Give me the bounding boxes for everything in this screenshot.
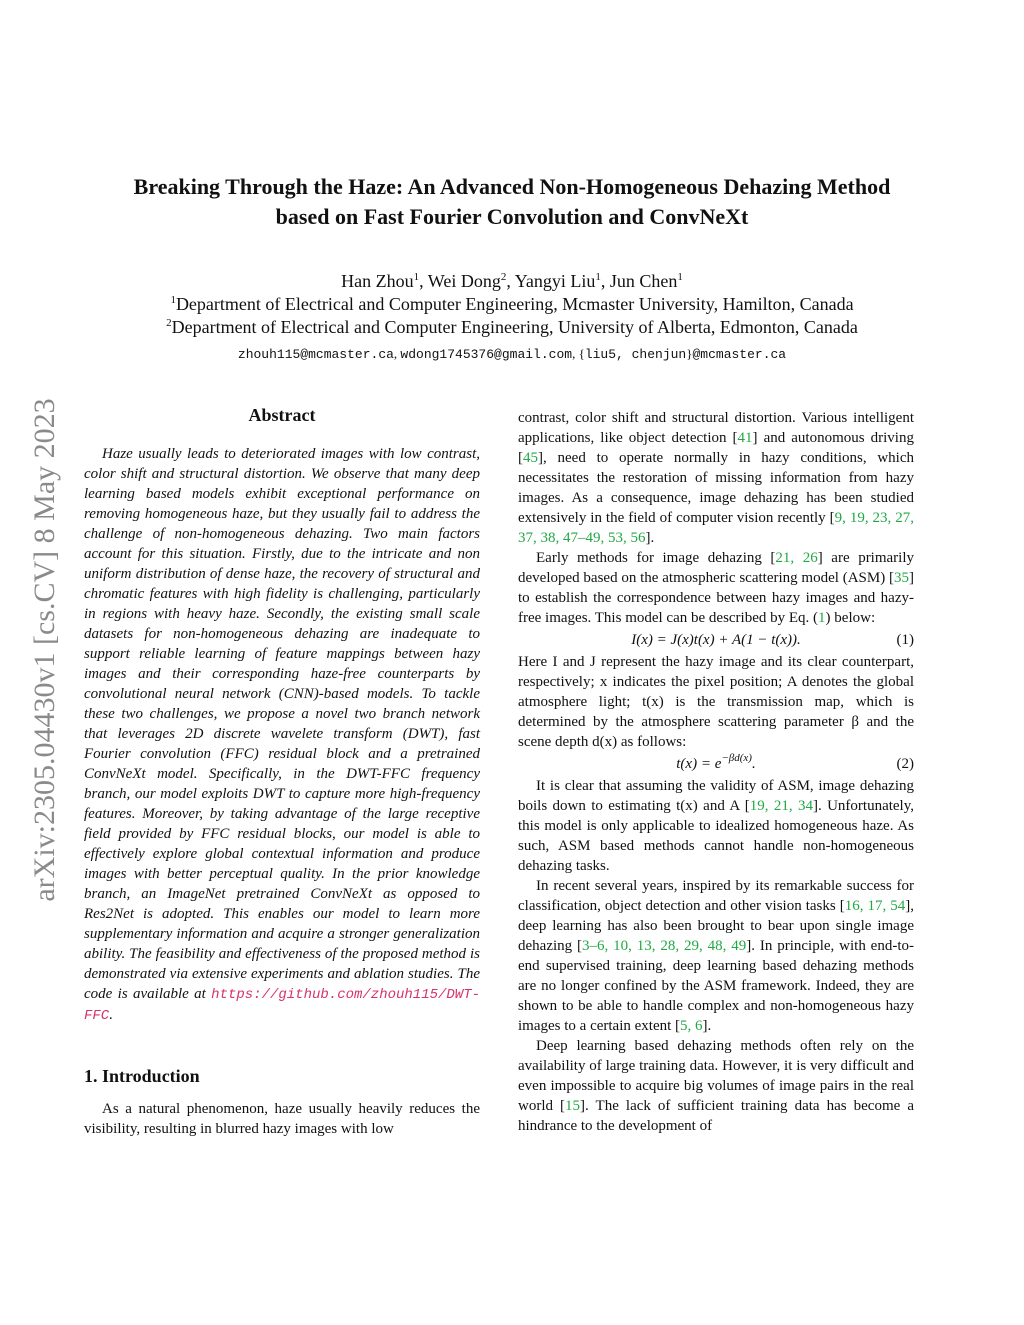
paper-title xyxy=(60,172,964,232)
code-link[interactable]: https://github.com/zhouh115/DWT-FFC xyxy=(84,987,481,1024)
affiliation-mark: 2 xyxy=(500,271,507,283)
equation-text: t(x) = e xyxy=(676,756,722,772)
intro-paragraph-3: Here I and J represent the hazy image and its clear counterpart, respectively; x indicates the pixel position; A denotes the global atmosphere light; t(x) is the transmission map, which is determined by the atmosphere scattering parameter β and the scene depth d(x) as follows: xyxy=(518,654,914,750)
author-name: Wei Dong xyxy=(427,271,501,291)
text-span: In recent several years, inspired by its remarkable success for classification, object detection and other vision tasks [ xyxy=(518,878,914,914)
text-span: ], need to operate normally in hazy conditions, which necessitates the restoration of missing information from hazy images. As a consequence, image dehazing has been studied extensively in the field of computer vision recently [ xyxy=(518,450,914,526)
citation[interactable]: 15 xyxy=(565,1098,581,1114)
citation[interactable]: 41 xyxy=(737,430,753,446)
abstract-end: . xyxy=(109,1007,113,1023)
author-list: Han Zhou$^1$, Wei Dong$^2$, Yangyi Liu$^1$, Jun Chen$^1$ xyxy=(341,271,683,291)
text-span: ]. The lack of sufficient training data has become a hindrance to the development of xyxy=(518,1098,914,1134)
abstract-paragraph xyxy=(84,444,480,1026)
abstract-section xyxy=(84,405,480,1026)
text-span: ] to establish the correspondence between hazy images and hazy-free images. This model can be described by Eq. ( xyxy=(518,570,914,626)
equation-exponent: −βd(x) xyxy=(721,752,752,764)
affiliation-text: Department of Electrical and Computer Engineering, Mcmaster University, Hamilton, Canada xyxy=(175,294,854,314)
email-list: zhouh115@mcmaster.ca, wdong1745376@gmail.com, {liu5, chenjun}@mcmaster.ca xyxy=(237,346,787,362)
left-column xyxy=(84,405,480,1139)
intro-paragraph-5 xyxy=(518,876,914,1036)
affiliation-mark: 1 xyxy=(677,271,683,283)
citation[interactable]: 16, 17, 54 xyxy=(844,898,906,914)
arxiv-sidebar xyxy=(30,350,60,950)
affiliation-1 xyxy=(60,293,964,316)
citation[interactable]: 21, 26 xyxy=(775,550,818,566)
affiliation-mark: 1 xyxy=(595,271,601,283)
text-span: It is clear that assuming the validity of ASM, image dehazing boils down to estimating t(x) and A [ xyxy=(518,778,914,814)
text-span: Deep learning based dehazing methods often rely on the availability of large training data. However, it is very difficult and even impossible to acquire big volumes of image pairs in the real world [ xyxy=(518,1038,914,1114)
author-block xyxy=(60,270,964,366)
title-line-2: based on Fast Fourier Convolution and ConvNeXt xyxy=(275,204,749,229)
intro-paragraph-1-cont xyxy=(518,408,914,548)
text-span: ]. xyxy=(645,530,655,546)
arxiv-identifier: arXiv:2305.04430v1 [cs.CV] 8 May 2023 xyxy=(28,398,61,902)
intro-paragraph-2 xyxy=(518,548,914,628)
citation[interactable]: 5, 6 xyxy=(680,1018,703,1034)
citation[interactable]: 9, 19, 23, 27, 37, 38, 47–49, 53, 56 xyxy=(518,510,914,546)
abstract-text: Haze usually leads to deteriorated images with low contrast, color shift and structural distortion. We observe that many deep learning based models exhibit exceptional performance on removing homogeneous haze, but they usually fail to address the challenge of non-homogeneous dehazing. Two main factors account for this situation. Firstly, due to the intricate and non uniform distribution of dense haze, the recovery of structural and chromatic features with high fidelity is challenging, particularly in regions with heavy haze. Secondly, the existing small scale datasets for non-homogeneous dehazing are inadequate to support reliable learning of feature mappings between hazy images and their corresponding haze-free counterparts by convolutional neural network (CNN)-based models. To tackle these two challenges, we propose a novel two branch network that leverages 2D discrete wavelete transform (DWT), fast Fourier convolution (FFC) residual block and a pretrained ConvNeXt model. Specifically, in the DWT-FFC frequency branch, our model exploits DWT to capture more high-frequency features. Moreover, by taking advantage of the large receptive field provided by FFC residual blocks, our model is able to effectively explore global contextual information and produce images with better perceptual quality. In the prior knowledge branch, an ImageNet pretrained ConvNeXt as opposed to Res2Net is adopted. This enables our model to learn more supplementary information and acquire a stronger generalization ability. The feasibility and effectiveness of the proposed method is demonstrated via extensive experiments and ablation studies. The code is available at xyxy=(84,446,480,1002)
affiliation-text: Department of Electrical and Computer Engineering, University of Alberta, Edmonton, Canada xyxy=(171,317,858,337)
equation-1 xyxy=(518,628,914,652)
text-span: ] are primarily developed based on the atmospheric scattering model (ASM) [ xyxy=(518,550,915,586)
email-3: liu5, chenjun xyxy=(584,347,687,362)
author-name: Han Zhou xyxy=(341,271,414,291)
abstract-heading: Abstract xyxy=(248,405,316,425)
affiliation-2 xyxy=(60,316,964,339)
title-line-1: Breaking Through the Haze: An Advanced Non-Homogeneous Dehazing Method xyxy=(133,174,891,199)
text-span: ) below: xyxy=(825,610,876,626)
email-2: wdong1745376@gmail.com xyxy=(400,347,573,362)
citation[interactable]: 35 xyxy=(894,570,909,586)
equation-text: I(x) = J(x)t(x) + A(1 − t(x)). xyxy=(631,632,801,648)
affiliation-mark: 2 xyxy=(166,317,172,329)
text-span: ]. xyxy=(702,1018,712,1034)
text-span: ] and autonomous driving [ xyxy=(518,430,914,466)
email-3-domain: @mcmaster.ca xyxy=(692,347,787,362)
text-span: ], deep learning has also been brought to bear upon single image dehazing [ xyxy=(518,898,915,954)
equation-reference[interactable]: 1 xyxy=(818,610,826,626)
email-1: zhouh115@mcmaster.ca xyxy=(237,347,394,362)
section-heading-introduction: 1. Introduction xyxy=(84,1066,200,1086)
intro-paragraph-6 xyxy=(518,1036,914,1136)
intro-paragraph-1-start: As a natural phenomenon, haze usually heavily reduces the visibility, resulting in blurred hazy images with low xyxy=(84,1101,480,1137)
text-span: Early methods for image dehazing [ xyxy=(536,550,776,566)
citation[interactable]: 45 xyxy=(523,450,538,466)
equation-number: (1) xyxy=(896,632,914,648)
text-span: ]. In principle, with end-to-end supervised training, deep learning based dehazing methods are no longer confined by the ASM framework. Indeed, they are shown to be able to handle complex and non-homogeneous hazy images to a certain extent [ xyxy=(518,938,914,1034)
affiliation-mark: 1 xyxy=(170,294,176,306)
citation[interactable]: 19, 21, 34 xyxy=(749,798,813,814)
equation-2 xyxy=(518,752,914,776)
author-name: Yangyi Liu xyxy=(514,271,596,291)
text-span: ]. Unfortunately, this model is only applicable to idealized homogeneous haze. As such, ASM based methods cannot handle non-homogeneous dehazing tasks. xyxy=(518,798,914,874)
right-column xyxy=(518,408,914,1136)
intro-paragraph-4 xyxy=(518,776,914,876)
text-span: contrast, color shift and structural distortion. Various intelligent applications, like object detection [ xyxy=(518,410,914,446)
equation-end: . xyxy=(751,756,756,772)
citation[interactable]: 3–6, 10, 13, 28, 29, 48, 49 xyxy=(582,938,747,954)
affiliation-mark: 1 xyxy=(413,271,420,283)
equation-number: (2) xyxy=(896,756,914,772)
author-name: Jun Chen xyxy=(609,271,678,291)
